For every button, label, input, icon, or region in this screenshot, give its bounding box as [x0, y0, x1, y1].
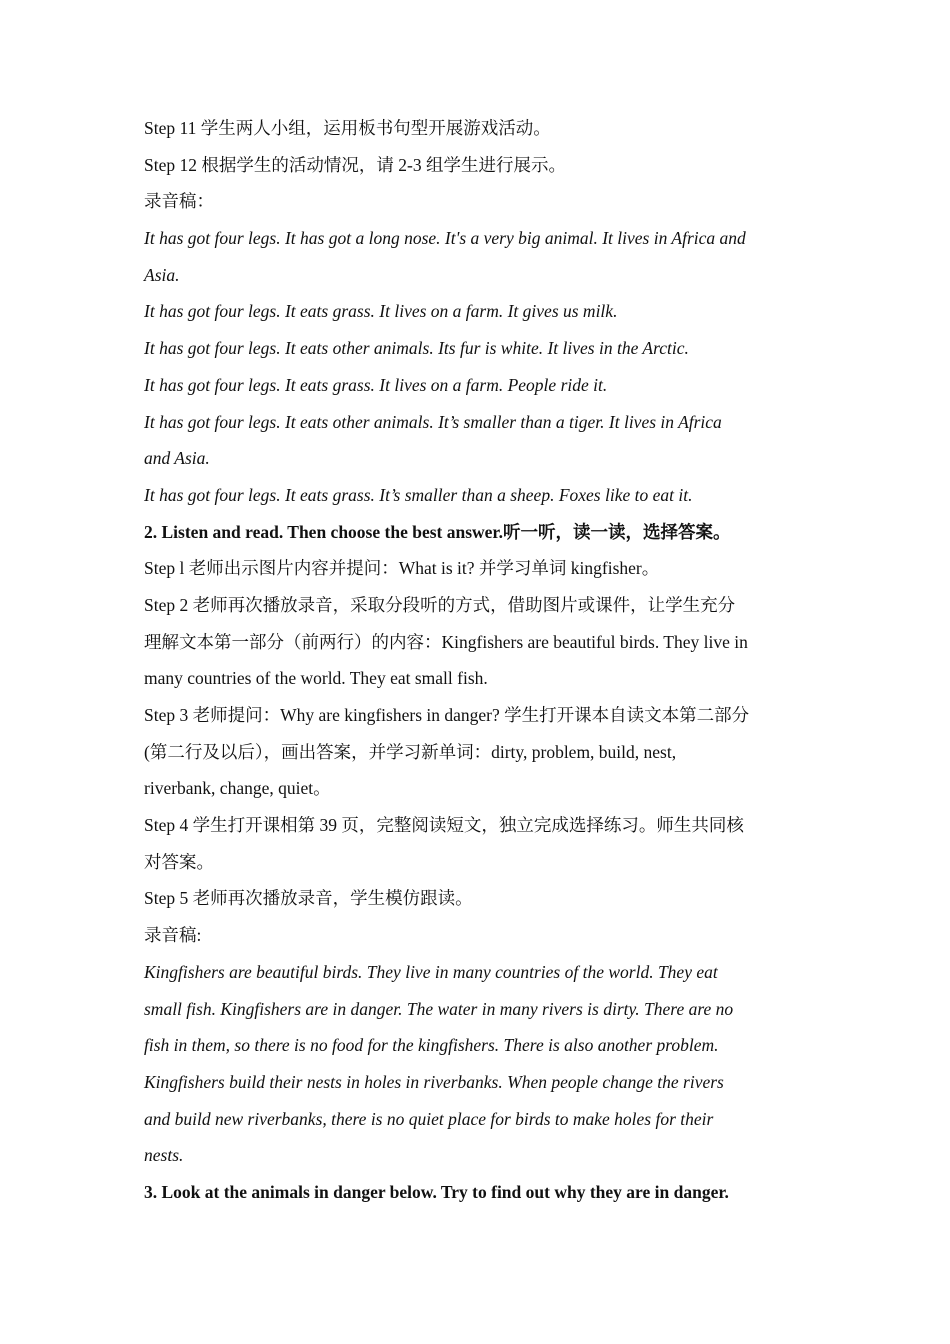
text-line: many countries of the world. They eat small fish. — [144, 668, 488, 689]
transcript-line: It has got four legs. It eats grass. It lives on a farm. It gives us milk. — [144, 301, 618, 322]
transcript-line: It has got four legs. It eats grass. It lives on a farm. People ride it. — [144, 374, 608, 395]
transcript-line: and build new riverbanks, there is no quiet place for birds to make holes for their — [144, 1108, 714, 1129]
document-page — [144, 110, 809, 1211]
text-line: Step 5 老师再次播放录音，学生模仿跟读。 — [144, 888, 473, 909]
transcript-line: It has got four legs. It eats grass. It’s smaller than a sheep. Foxes like to eat it. — [144, 484, 693, 505]
text-line: 录音稿: — [144, 925, 202, 946]
transcript-line: nests. — [144, 1145, 184, 1166]
text-line: Step l 老师出示图片内容并提问：What is it? 并学习单词 kingfisher。 — [144, 558, 660, 579]
transcript-line: It has got four legs. It eats other animals. It’s smaller than a tiger. It lives in Africa — [144, 411, 722, 432]
text-line: 理解文本第一部分（前两行）的内容：Kingfishers are beautiful birds. They live in — [144, 631, 748, 652]
text-line: Step 2 老师再次播放录音，采取分段听的方式，借助图片或课件，让学生充分 — [144, 594, 736, 615]
transcript-line: small fish. Kingfishers are in danger. The water in many rivers is dirty. There are no — [144, 998, 734, 1019]
text-line: Step 11 学生两人小组，运用板书句型开展游戏活动。 — [144, 118, 551, 138]
text-line: riverbank, change, quiet。 — [144, 778, 331, 799]
text-line: 对答案。 — [144, 851, 214, 872]
text-line: (第二行及以后），画出答案，并学习新单词：dirty, problem, build, nest, — [144, 741, 677, 762]
text-line: Step 12 根据学生的活动情况，请 2-3 组学生进行展示。 — [144, 154, 566, 175]
section-heading: 3. Look at the animals in danger below. Try to find out why they are in danger. — [144, 1181, 729, 1202]
text-line: Step 4 学生打开课相第 39 页，完整阅读短文，独立完成选择练习。师生共同核 — [144, 815, 744, 836]
transcript-line: It has got four legs. It eats other animals. Its fur is white. It lives in the Arctic. — [144, 338, 689, 359]
transcript-line: fish in them, so there is no food for the kingfishers. There is also another problem. — [144, 1035, 719, 1056]
text-line: 录音稿： — [144, 191, 214, 212]
transcript-line: Kingfishers build their nests in holes in riverbanks. When people change the rivers — [144, 1071, 724, 1092]
transcript-line: Asia. — [144, 264, 180, 285]
text-line: Step 3 老师提问：Why are kingfishers in danger? 学生打开课本自读文本第二部分 — [144, 705, 750, 725]
section-heading: 2. Listen and read. Then choose the best answer.听一听，读一读，选择答案。 — [144, 521, 731, 542]
transcript-line: and Asia. — [144, 448, 210, 469]
transcript-line: It has got four legs. It has got a long nose. It's a very big animal. It lives in Africa and — [144, 228, 746, 249]
transcript-line: Kingfishers are beautiful birds. They live in many countries of the world. They eat — [144, 961, 718, 982]
